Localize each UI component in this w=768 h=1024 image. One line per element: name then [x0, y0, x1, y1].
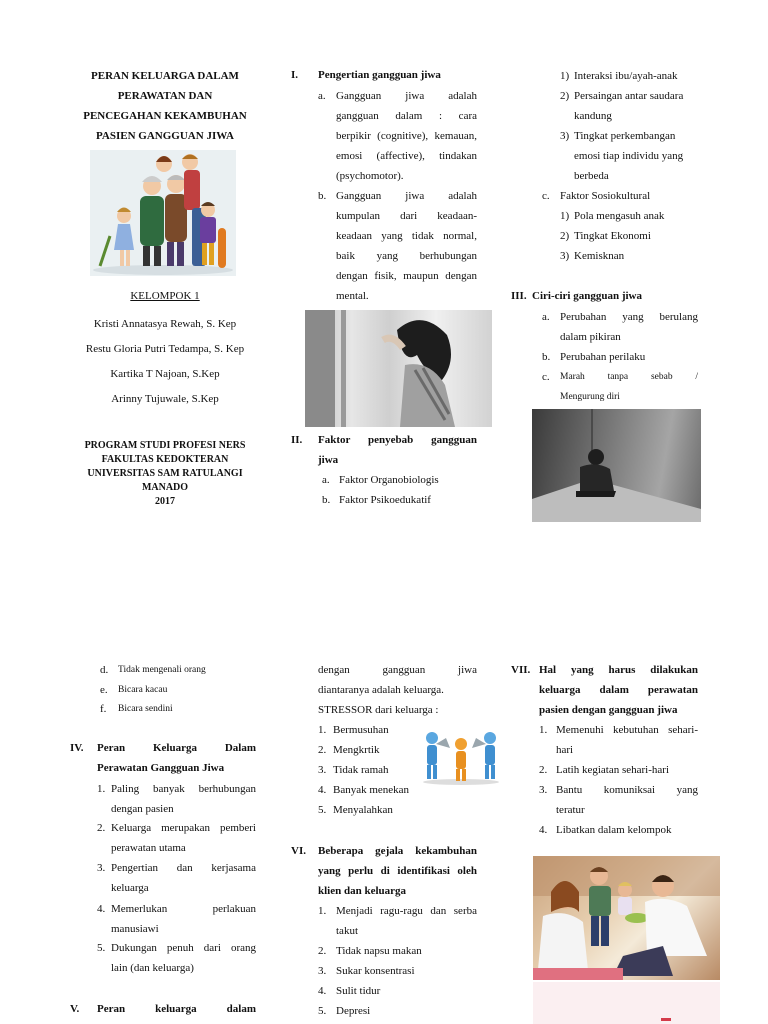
text-line: Dukungan penuh dari orang: [111, 942, 256, 954]
text-line: dalam pikiran: [560, 331, 621, 343]
stressor-text: Banyak menekan: [333, 784, 410, 796]
text-line: Menjadi ragu-ragu dan serba: [336, 905, 477, 917]
family-conversation-photo: [533, 856, 720, 980]
stressor-text: Menyalahkan: [333, 804, 393, 816]
role-text: [111, 779, 256, 819]
symptom-number: 4.: [318, 985, 327, 997]
isolated-person-photo: [532, 409, 701, 522]
text-line: Paling banyak berhubungan: [111, 783, 256, 795]
stressor-number: 4.: [318, 784, 327, 796]
text-line: Memenuhi kebutuhan sehari-: [556, 724, 698, 736]
role-text: [111, 899, 256, 939]
text-line: dengan pasien: [111, 803, 174, 815]
sec3-c-text: [560, 367, 698, 407]
symptom-text: Sukar konsentrasi: [336, 965, 415, 977]
megaphone-figures-illustration: [418, 720, 504, 786]
sec4-title: [97, 738, 256, 778]
factor-number: 1): [560, 70, 570, 82]
stressor-intro: [318, 660, 477, 720]
text-line: perawatan utama: [111, 842, 186, 854]
sec3-b-marker: b.: [542, 351, 551, 363]
factor-number: 3): [560, 250, 570, 262]
title-line: Perawatan Gangguan Jiwa: [97, 762, 225, 774]
sign-marker: f.: [100, 703, 107, 715]
institution-block: [60, 439, 270, 509]
text-line: dengan gangguan jiwa: [318, 664, 477, 676]
sign-text: Tidak mengenali orang: [118, 665, 206, 675]
sec3-a-text: [560, 307, 698, 347]
sec1-title: Pengertian gangguan jiwa: [318, 69, 441, 81]
factor-text: Tingkat Ekonomi: [574, 230, 651, 242]
member-name: Kristi Annatasya Rewah, S. Kep: [93, 318, 237, 330]
sec3-a-marker: a.: [542, 311, 550, 323]
text-line: emosi (affective), tindakan: [336, 150, 477, 162]
stressor-number: 2.: [318, 744, 327, 756]
stressor-number: 3.: [318, 764, 327, 776]
sec2-b-text: Faktor Psikoedukatif: [339, 494, 431, 506]
decorative-pink-strip: [533, 982, 720, 1024]
action-number: 4.: [539, 824, 548, 836]
sec6-number: VI.: [291, 845, 306, 857]
symptom-number: 1.: [318, 905, 327, 917]
sign-marker: d.: [100, 664, 109, 676]
sec4-number: IV.: [70, 742, 84, 754]
role-text: [111, 938, 256, 978]
symptom-text: Tidak napsu makan: [336, 945, 422, 957]
text-line: teratur: [556, 804, 585, 816]
text-line: hari: [556, 744, 574, 756]
factor-number: 1): [560, 210, 570, 222]
factor-c-marker: c.: [542, 190, 550, 202]
symptom-text: Sulit tidur: [336, 985, 381, 997]
text-line: Mengurung diri: [560, 392, 620, 402]
member-name: Arinny Tujuwale, S.Kep: [111, 393, 219, 405]
text-line: Bantu komuniksai yang: [556, 784, 698, 796]
stressor-number: 5.: [318, 804, 327, 816]
text-line: Gangguan jiwa adalah: [336, 90, 477, 102]
sec2-title: [318, 430, 477, 470]
sec7-number: VII.: [511, 664, 531, 676]
institution-line: FAKULTAS KEDOKTERAN: [101, 454, 229, 465]
symptom-text: Depresi: [336, 1005, 371, 1017]
institution-line: 2017: [155, 496, 175, 507]
text-line: takut: [336, 925, 358, 937]
sign-marker: e.: [100, 684, 108, 696]
text-line: dengan fisik, maupun dengan: [336, 270, 477, 282]
title-line: Hal yang harus dilakukan: [539, 664, 698, 676]
symptom-number: 3.: [318, 965, 327, 977]
sec1-a-text: [336, 86, 477, 186]
factor-text: Pola mengasuh anak: [574, 210, 665, 222]
text-line: Marah tanpa sebab /: [560, 372, 698, 382]
brochure-title: [70, 66, 260, 146]
action-text: Latih kegiatan sehari-hari: [556, 764, 670, 776]
sec1-b-text: [336, 186, 477, 306]
title-line: keluarga dalam perawatan: [539, 684, 698, 696]
title-line: jiwa: [318, 454, 339, 466]
factor-text: Tingkat perkembangan: [574, 130, 676, 142]
factor-number: 3): [560, 130, 570, 142]
member-name: Restu Gloria Putri Tedampa, S. Kep: [85, 343, 245, 355]
action-number: 3.: [539, 784, 548, 796]
text-line: keadaan yang tidak normal,: [336, 230, 477, 242]
factor-text: kandung: [574, 110, 612, 122]
factor-number: 2): [560, 230, 570, 242]
title-line: PERAWATAN DAN: [117, 90, 213, 102]
role-text: [111, 858, 256, 898]
family-illustration: [90, 150, 236, 276]
title-line: klien dan keluarga: [318, 885, 407, 897]
sec1-a-marker: a.: [318, 90, 326, 102]
text-line: berpikir (cognitive), kemauan,: [336, 130, 477, 142]
text-line: Pengertian dan kerjasama: [111, 862, 256, 874]
distressed-woman-photo: [305, 310, 492, 427]
factor-text: emosi tiap individu yang: [574, 150, 684, 162]
factor-text: Interaksi ibu/ayah-anak: [574, 70, 678, 82]
text-line: Gangguan jiwa adalah: [336, 190, 477, 202]
sec5-number: V.: [70, 1003, 80, 1015]
action-text: [556, 780, 698, 820]
stressor-text: Tidak ramah: [333, 764, 389, 776]
text-line: Memerlukan perlakuan: [111, 903, 256, 915]
symptom-number: 2.: [318, 945, 327, 957]
stressor-text: Bermusuhan: [333, 724, 389, 736]
title-line: Beberapa gejala kekambuhan: [318, 845, 477, 857]
text-line: diantaranya adalah keluarga.: [318, 684, 444, 696]
sec3-number: III.: [511, 290, 527, 302]
text-line: mental.: [336, 290, 369, 302]
sec2-b-marker: b.: [322, 494, 331, 506]
symptom-text: [336, 901, 477, 941]
title-line: PERAN KELUARGA DALAM: [91, 70, 239, 82]
sec3-b-text: Perubahan perilaku: [560, 351, 646, 363]
factor-c-title: Faktor Sosiokultural: [560, 190, 651, 202]
factor-text: Persaingan antar saudara: [574, 90, 684, 102]
text-line: gangguan dalam : cara: [336, 110, 477, 122]
title-line: PASIEN GANGGUAN JIWA: [96, 130, 234, 142]
sec7-title: [539, 660, 698, 720]
member-name: Kartika T Najoan, S.Kep: [110, 368, 220, 380]
action-text: [556, 720, 698, 760]
symptom-number: 5.: [318, 1005, 327, 1017]
sec1-b-marker: b.: [318, 190, 327, 202]
text-line: STRESSOR dari keluarga :: [318, 704, 439, 716]
role-number: 4.: [97, 903, 106, 915]
title-line: PENCEGAHAN KEKAMBUHAN: [83, 110, 247, 122]
factor-number: 2): [560, 90, 570, 102]
stressor-number: 1.: [318, 724, 327, 736]
factor-text: berbeda: [574, 170, 609, 182]
action-number: 2.: [539, 764, 548, 776]
text-line: (psychomotor).: [336, 170, 404, 182]
title-line: Peran Keluarga Dalam: [97, 742, 256, 754]
sec6-title: [318, 841, 477, 901]
sec2-number: II.: [291, 434, 303, 446]
institution-line: UNIVERSITAS SAM RATULANGI: [87, 468, 243, 479]
text-line: Keluarga merupakan pemberi: [111, 822, 256, 834]
title-line: Faktor penyebab gangguan: [318, 434, 477, 446]
sign-text: Bicara sendini: [118, 704, 173, 714]
institution-line: PROGRAM STUDI PROFESI NERS: [84, 440, 246, 451]
group-label: KELOMPOK 1: [130, 290, 200, 302]
institution-line: MANADO: [141, 482, 189, 493]
role-number: 3.: [97, 862, 106, 874]
text-line: manusiawi: [111, 923, 159, 935]
text-line: keluarga: [111, 882, 149, 894]
sec2-a-text: Faktor Organobiologis: [339, 474, 439, 486]
text-line: lain (dan keluarga): [111, 962, 194, 974]
sec2-a-marker: a.: [322, 474, 330, 486]
role-number: 1.: [97, 783, 106, 795]
text-line: baik yang berhubungan: [336, 250, 477, 262]
stressor-text: Mengkrtik: [333, 744, 380, 756]
sec1-number: I.: [291, 69, 299, 81]
factor-text: Kemisknan: [574, 250, 625, 262]
title-line: pasien dengan gangguan jiwa: [539, 704, 678, 716]
text-line: Perubahan yang berulang: [560, 311, 698, 323]
sec3-title: Ciri-ciri gangguan jiwa: [532, 290, 642, 302]
role-number: 5.: [97, 942, 106, 954]
sec3-c-marker: c.: [542, 371, 550, 383]
text-line: kumpulan dari keadaan-: [336, 210, 477, 222]
title-line: yang perlu di identifikasi oleh: [318, 865, 477, 877]
sec5-title: Peran keluarga dalam: [97, 1003, 256, 1015]
role-text: [111, 818, 256, 858]
action-number: 1.: [539, 724, 548, 736]
action-text: Libatkan dalam kelompok: [556, 824, 672, 836]
sign-text: Bicara kacau: [118, 685, 168, 695]
group-block: [60, 287, 270, 412]
role-number: 2.: [97, 822, 106, 834]
